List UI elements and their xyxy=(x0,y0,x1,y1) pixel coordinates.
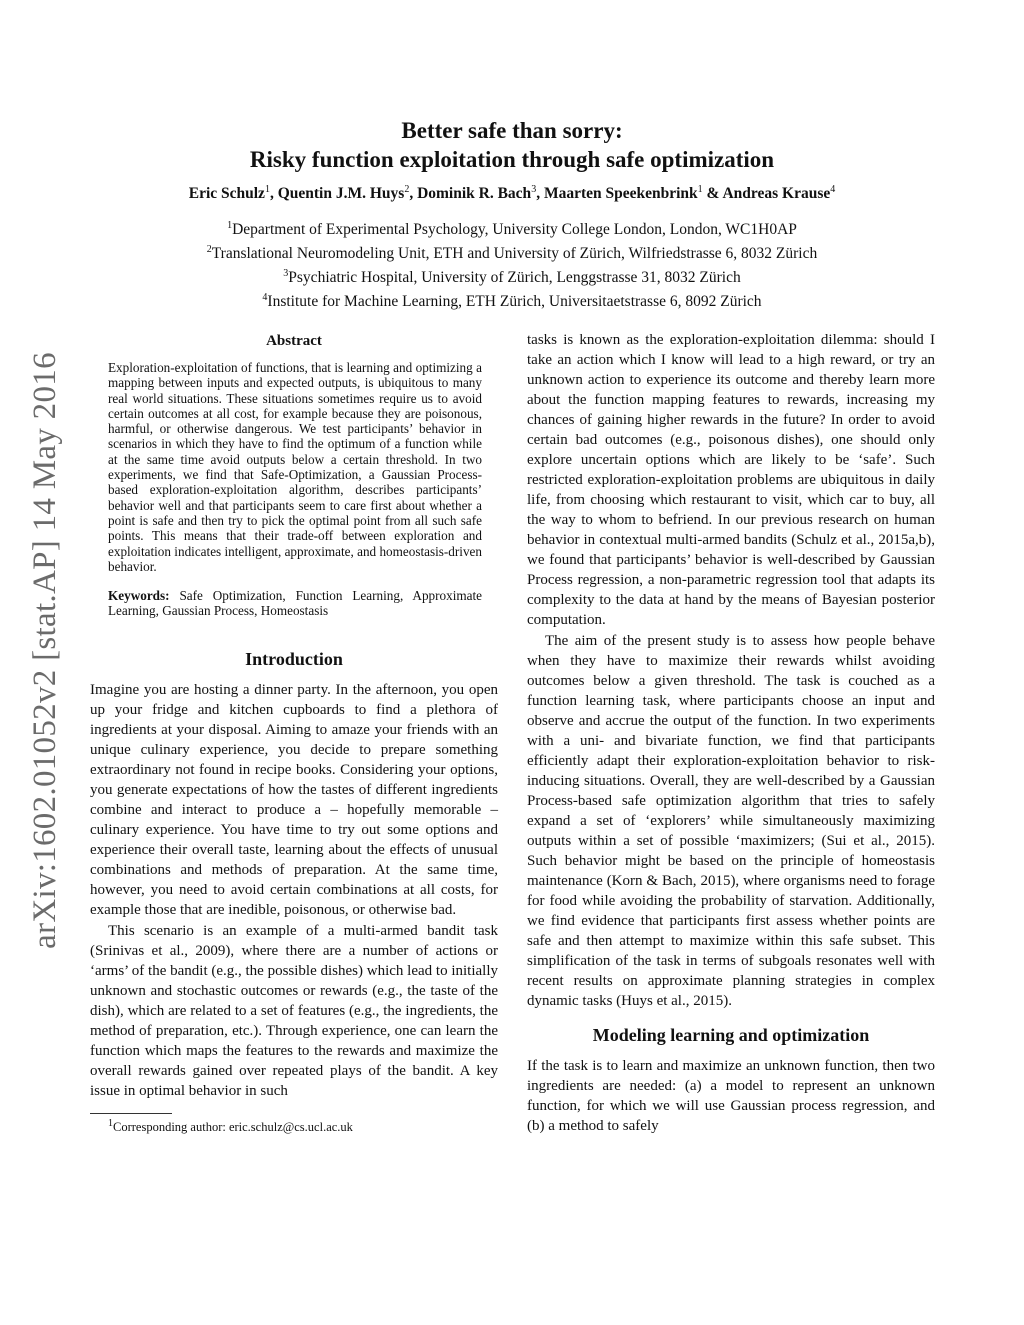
keywords xyxy=(108,588,482,619)
left-column xyxy=(90,330,498,1135)
keywords-label: Keywords: xyxy=(108,588,170,604)
footnote-text: Corresponding author: eric.schulz@cs.ucl.ac.uk xyxy=(113,1119,353,1134)
paper-title xyxy=(90,116,934,174)
author: Maarten Speekenbrink$^1$ & xyxy=(543,184,723,203)
introduction-heading: Introduction xyxy=(245,648,343,669)
affiliation: $^3$Psychiatric Hospital, University of Zürich, Lenggstrasse 31, 8032 Zürich xyxy=(283,268,741,287)
abstract-text: Exploration-exploitation of functions, that is learning and optimizing a mapping between inputs and expected outputs, is ubiquitous to many real world situations. These situations sometimes require us to avoid certain outcomes at all cost, for example because they are poisonous, harmful, or otherwise dangerous. We test participants’ behavior in scenarios in which they have to find the optimum of a function while at the same time avoid outputs below a certain threshold. In two experiments, we find that Safe-Optimization, a Gaussian Process-based exploration-exploitation algorithm, describes participants’ behavior well and that participants seem to care first about whether a point is safe and then try to pick the optimal point from all such safe points. This means that their trade-off between exploration and exploitation indicates intelligent, approximate, and homeostasis-driven behavior. xyxy=(108,360,482,574)
title-line-2: Risky function exploitation through safe optimization xyxy=(249,147,775,172)
footnote: $^1$Corresponding author: eric.schulz@cs.ucl.ac.uk xyxy=(108,1117,353,1134)
affiliation: $^1$Department of Experimental Psychology, University College London, London, WC1H0AP xyxy=(227,220,797,239)
author: Andreas Krause$^4$ xyxy=(722,184,836,203)
modeling-paragraph: If the task is to learn and maximize an unknown function, then two ingredients are needed: (a) a model to represent an unknown function, for which we will use Gaussian process regression, and (b) a method to safely xyxy=(527,1058,935,1134)
affiliation-list xyxy=(90,216,934,313)
arxiv-stamp xyxy=(22,340,68,960)
body-paragraph-1: tasks is known as the exploration-exploitation dilemma: should I take an action which I know will lead to a high reward, or try an unknown action to experience its outcome and thereby learn more about the function mapping features to rewards, increasing my chances of gaining higher rewards in the future? In order to avoid certain bad outcomes (e.g., poisonous dishes), one should only explore uncertain options which are likely to be ‘safe’. Such restricted exploration-exploitation problems are ubiquitous in daily life, from choosing which restaurant to visit, which car to buy, all the way to whom to befriend. In our previous research on human behavior in contextual multi-armed bandits (Schulz et al., 2015a,b), we found that participants’ behavior is well-described by Gaussian Process regression, a non-parametric regression tool that adapts its complexity to the data at hand by the means of Bayesian posterior computation. xyxy=(527,332,935,628)
author: Quentin J.M. Huys$^2$, xyxy=(277,184,418,203)
author: Eric Schulz$^1$, xyxy=(188,184,278,203)
author-list xyxy=(90,184,934,203)
footnote-rule xyxy=(90,1113,172,1114)
arxiv-stamp-text: arXiv:1602.01052v2 [stat.AP] 14 May 2016 xyxy=(26,351,63,949)
author: Dominik R. Bach$^3$, xyxy=(417,184,544,203)
modeling-heading: Modeling learning and optimization xyxy=(592,1025,870,1045)
affiliation: $^2$Translational Neuromodeling Unit, ETH and University of Zürich, Wilfriedstrasse 6, 8032 Zürich xyxy=(206,244,818,263)
intro-paragraph-2: This scenario is an example of a multi-armed bandit task (Srinivas et al., 2009), where there are a number of actions or ‘arms’ of the bandit (e.g., the possible dishes) which lead to initially unknown and stochastic outcomes or rewards (e.g., the taste of the dish), which are related to a set of features (e.g., the ingredients, the method of preparation, etc.). Through experience, one can learn the function which maps the features to the rewards and maximize the overall rewards gained over repeated plays of the bandit. A key issue in optimal behavior in such xyxy=(90,922,498,1099)
affiliation: $^4$Institute for Machine Learning, ETH Zürich, Universitaetstrasse 6, 8092 Zürich xyxy=(262,292,762,311)
keywords-text: Safe Optimization, Function Learning, Approximate Learning, Gaussian Process, Homeostasis xyxy=(108,588,482,619)
right-column xyxy=(527,330,935,1136)
intro-paragraph-1: Imagine you are hosting a dinner party. In the afternoon, you open up your fridge and kitchen cupboards to find a plethora of ingredients at your disposal. Aiming to amaze your friends with an unique culinary experience, you decide to prepare something extraordinary not found in recipe books. Considering your options, you generate expectations of how the tastes of different ingredients combine and interact to produce a – hopefully memorable – culinary experience. You have time to try out some options and experience their overall taste, learning about the effects of unusual combinations and methods of preparation. At the same time, however, you need to avoid certain combinations at all costs, for example those that are inedible, poisonous, or otherwise bad. xyxy=(90,681,498,918)
title-line-1: Better safe than sorry: xyxy=(401,118,623,143)
body-paragraph-2: The aim of the present study is to assess how people behave when they have to maximize their rewards whilst avoiding outcomes below a given threshold. The task is couched as a function learning task, where participants choose an input and observe and accrue the output of the function. In two experiments with a uni- and bivariate function, we find that participants efficiently adapt their exploration-exploitation behavior to risk-inducing situations. Overall, they are well-described by a Gaussian Process-based safe optimization algorithm that tries to safely expand a set of ‘explorers’ while simultaneously maximizing outputs within a set of possible ‘maximizers; (Sui et al., 2015). Such behavior might be based on the principle of homeostasis maintenance (Korn & Bach, 2015), where organisms need to forage for food while avoiding the probability of starvation. Additionally, we find evidence that participants first assess whether points are safe and then attempt to maximize within this safe subset. This simplification of the task in terms of subgoals resonates well with recent results on approximate planning strategies in complex dynamic tasks (Huys et al., 2015). xyxy=(527,633,935,1009)
abstract-heading: Abstract xyxy=(266,333,322,349)
